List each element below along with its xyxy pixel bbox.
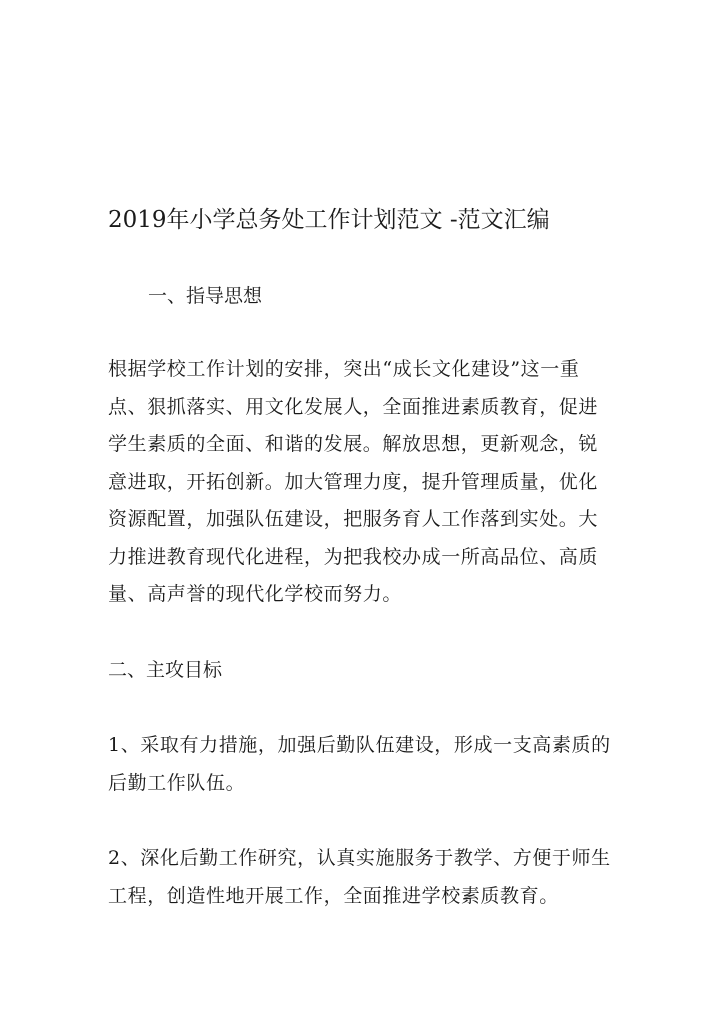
section-heading-main-goals: 二、主攻目标 [108,659,223,681]
section-heading-guiding-ideology: 一、指导思想 [148,285,263,307]
paragraph-line: 1、采取有力措施，加强后勤队伍建设，形成一支高素质的 [108,734,611,756]
paragraph-line: 意进取，开拓创新。加大管理力度，提升管理质量，优化 [108,470,599,493]
goal-item-2 [108,840,611,915]
paragraph-line: 学生素质的全面、和谐的发展。解放思想，更新观念，锐 [108,433,599,455]
paragraph-line: 资源配置，加强队伍建设，把服务育人工作落到实处。大 [108,508,599,530]
document-title: 2019年小学总务处工作计划范文 -范文汇编 [108,207,550,233]
guiding-ideology-paragraph [108,351,608,614]
paragraph-line: 点、狠抓落实、用文化发展人，全面推进素质教育，促进 [108,395,599,418]
paragraph-line: 工程，创造性地开展工作，全面推进学校素质教育。 [108,884,559,907]
paragraph-line: 根据学校工作计划的安排，突出“成长文化建设”这一重 [108,358,580,380]
goal-item-1 [108,727,611,802]
paragraph-line: 力推进教育现代化进程，为把我校办成一所高品位、高质 [108,545,599,568]
paragraph-line: 后勤工作队伍。 [108,771,246,794]
paragraph-line: 量、高声誉的现代化学校而努力。 [108,583,403,605]
paragraph-line: 2、深化后勤工作研究，认真实施服务于教学、方便于师生 [108,847,611,869]
